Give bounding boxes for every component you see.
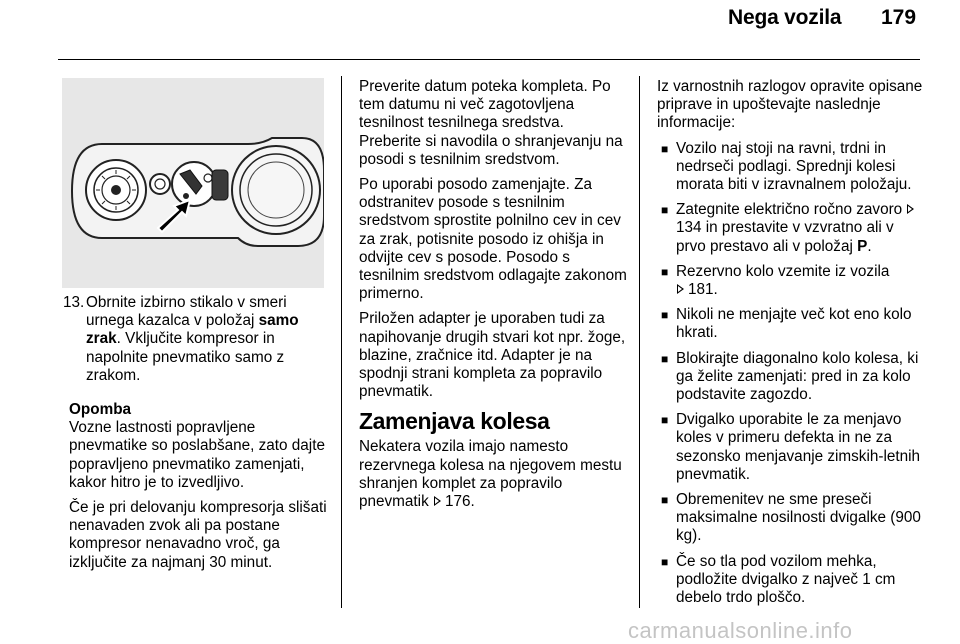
paragraph-replace-container: Po uporabi posodo zamenjajte. Za odstranitev posode s tesnilnim sredstvom sprostite polnilno cev in cev za zrak, potisnite posodo iz ohišja in odvijte cev s posode. Posodo s tesnilnim sredstvom odlagajte zakonom primerno. — [359, 176, 627, 303]
header-rule — [58, 59, 920, 60]
list-item: ■ Obremenitev ne sme preseči maksimalne nosilnosti dvigalke (900 kg). — [657, 491, 927, 546]
list-item: ■ Zategnite električno ročno zavoro 134 in prestavite v vzvratno ali v prvo prestavo ali v položaj P. — [657, 201, 927, 256]
page-ref-arrow-icon — [907, 204, 914, 214]
page-ref-181[interactable]: 181. — [688, 281, 718, 299]
column-middle — [359, 78, 627, 518]
step-13 — [64, 294, 332, 385]
paragraph-wheel-intro — [359, 438, 627, 511]
sealant-container — [232, 146, 320, 234]
page-ref-arrow-icon — [434, 496, 441, 506]
list-item: ■ Dvigalko uporabite le za menjavo koles v primeru defekta in ne za sezonsko menjavanje zimskih-letnih pnevmatik. — [657, 411, 927, 484]
note-body — [69, 419, 332, 572]
page-number: 179 — [881, 6, 917, 29]
paragraph-wheel-intro-text: Nekatera vozila imajo namesto rezervnega kolesa na njegovem mestu shranjen komplet za popravilo pnevmatik — [359, 438, 622, 511]
step-number: 13. — [63, 294, 85, 311]
watermark: carmanualsonline.info — [628, 618, 853, 643]
list-item: ■ Rezervno kolo vzemite iz vozila 181. — [657, 263, 927, 299]
page-ref-arrow-icon — [677, 284, 684, 294]
paragraph-expiry: Preverite datum poteka kompleta. Po tem datumu ni več zagotovljena tesnilnost tesnilnega sredstva. Preberite si navodila o shranjevanju na posodi s tesnilnim sredstvom. — [359, 78, 623, 168]
step-bold-term: samo zrak — [86, 312, 299, 348]
hose-knob — [212, 170, 228, 200]
page-ref-176[interactable]: 176. — [444, 493, 475, 511]
compressor-illustration — [62, 78, 324, 288]
column-divider-1 — [341, 76, 342, 608]
column-left — [64, 294, 332, 579]
safety-intro: Iz varnostnih razlogov opravite opisane priprave in upoštevajte naslednje informacije: — [657, 78, 923, 132]
page-ref-134[interactable]: 134 — [676, 219, 702, 237]
section-heading: Zamenjava kolesa — [359, 408, 550, 435]
page-header-title: Nega vozila — [728, 6, 842, 29]
safety-list — [657, 140, 927, 608]
list-item: ■ Če so tla pod vozilom mehka, podložite dvigalko z največ 1 cm debelo trdo ploščo. — [657, 553, 927, 608]
list-item: ■ Blokirajte diagonalno kolo kolesa, ki ga želite zamenjati: pred in za kolo podstavite zagozdo. — [657, 350, 927, 405]
note-title: Opomba — [69, 401, 132, 419]
list-item: ■ Vozilo naj stoji na ravni, trdni in nedrseči podlagi. Sprednji kolesi morata biti v izravnalnem položaju. — [657, 140, 927, 195]
note-paragraph-2: Če je pri delovanju kompresorja slišati nenavaden zvok ali pa postane kompresor nenavadno vroč, ga izključite za najmanj 30 minut. — [69, 499, 327, 571]
step-text-1: Obrnite izbirno stikalo v smeri urnega kazalca v položaj — [86, 294, 287, 330]
list-item: ■ Nikoli ne menjajte več kot eno kolo hkrati. — [657, 306, 927, 342]
power-button — [150, 174, 170, 194]
paragraph-adapter: Priložen adapter je uporaben tudi za napihovanje drugih stvari kot npr. žoge, blazine, zračnice itd. Adapter je na spodnji strani kompleta za popravilo pnevmatik. — [359, 310, 626, 401]
column-divider-2 — [639, 76, 640, 608]
note-paragraph-1: Vozne lastnosti popravljene pnevmatike so poslabšane, zato dajte popravljeno pnevmatiko zamenjati, kakor hitro je to izvedljivo. — [69, 419, 325, 491]
column-right — [657, 78, 927, 614]
step-text-2: . Vključite kompresor in napolnite pnevmatiko samo z zrakom. — [86, 330, 285, 384]
compressor-panel-drawing — [62, 78, 324, 288]
